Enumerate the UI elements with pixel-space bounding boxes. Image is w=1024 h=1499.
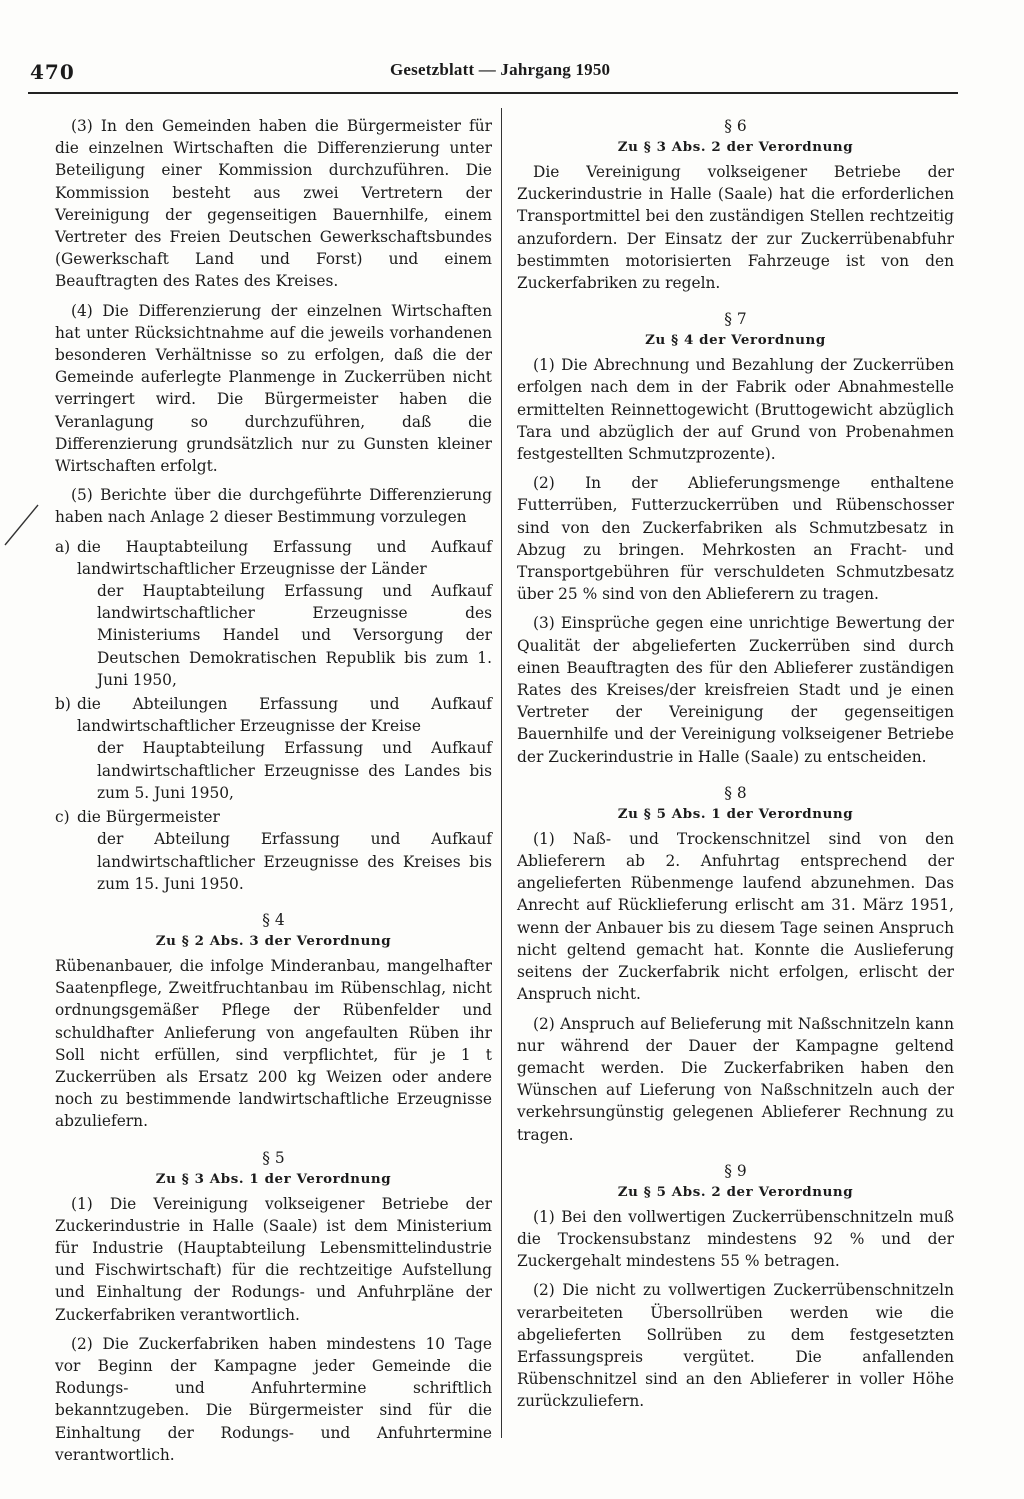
recipient-list	[55, 536, 492, 895]
list-item	[55, 806, 492, 895]
section-5-para-1: (1) Die Vereinigung volkseigener Betriebe der Zuckerindustrie in Halle (Saale) ist dem Ministerium für Industrie (Hauptabteilung Lebensmittelindustrie und Fischwirtschaft) für die rechtzeitige Aufstellung und Einhaltung der Rodungs- und Anfuhrpläne der Zuckerfabriken verantwortlich.	[55, 1194, 492, 1324]
section-6-number: § 6	[724, 117, 747, 135]
list-item-line1: die Abteilungen Erfassung und Aufkauf landwirtschaftlicher Erzeugnisse der Kreise	[77, 695, 492, 736]
list-marker: b)	[55, 695, 71, 714]
section-7-number: § 7	[724, 310, 747, 329]
section-7-para-2: (2) In der Ablieferungsmenge enthaltene Futterrüben, Futterzuckerrüben und Rübenschosser sind von den Zuckerfabriken als Schmutzbesatz in Abzug zu bringen. Mehrkosten an Fracht- und Transportgebühren für verschuldeten Schmutzbesatz über 25 % sind von den Ablieferern zu tragen.	[517, 474, 954, 604]
section-4-text: Rübenanbauer, die infolge Minderanbau, mangelhafter Saatenpflege, Zweitfruchtanbau im Rübenschlag, nicht ordnungsgemäßer Pflege der Rübenfelder und schuldhafter Anlieferung von angefaulten Rüben ihr Soll nicht erfüllen, sind verpflichtet, für je 1 t Zuckerrüben als Ersatz 200 kg Weizen oder andere noch zu bestimmende landwirtschaftliche Erzeugnisse abzuliefern.	[55, 956, 492, 1131]
section-9-subtitle: Zu § 5 Abs. 2 der Verordnung	[617, 1183, 854, 1200]
page-header-title: Gesetzblatt — Jahrgang 1950	[390, 60, 611, 79]
pencil-mark	[2, 503, 42, 547]
section-6-text: Die Vereinigung volkseigener Betriebe der Zuckerindustrie in Halle (Saale) hat die erforderlichen Transportmittel bei den zuständigen Stellen rechtzeitig anzufordern. Der Einsatz der zur Zuckerrübenabfuhr bestimmten motorisierten Fahrzeuge ist von den Zuckerfabriken zu regeln.	[517, 163, 954, 293]
section-8-para-2: (2) Anspruch auf Belieferung mit Naßschnitzeln kann nur während der Dauer der Kampagne geltend gemacht werden. Die Zuckerfabriken haben den Wünschen auf Lieferung von Naßschnitzeln auch der verkehrsungünstig gelegenen Ablieferer Rechnung zu tragen.	[517, 1014, 954, 1144]
column-divider	[501, 108, 502, 1438]
list-marker: c)	[55, 808, 70, 827]
section-4-subtitle: Zu § 2 Abs. 3 der Verordnung	[155, 932, 392, 949]
list-item	[55, 693, 492, 804]
section-4-number: § 4	[262, 910, 285, 929]
header-rule	[28, 92, 958, 94]
section-7-para-3: (3) Einsprüche gegen eine unrichtige Bewertung der Qualität der abgelieferten Zuckerrüben sind durch einen Beauftragten des für den Ablieferer zuständigen Rates des Kreises/der kreisfreien Stadt und je einen Vertreter der Vereinigung der gegenseitigen Bauernhilfe und der Vereinigung volkseigener Betriebe der Zuckerindustrie in Halle (Saale) zu entscheiden.	[517, 614, 954, 766]
paragraph-5: (5) Berichte über die durchgeführte Differenzierung haben nach Anlage 2 dieser Bestimmung vorzulegen	[55, 486, 492, 527]
section-5-para-2: (2) Die Zuckerfabriken haben mindestens 10 Tage vor Beginn der Kampagne jeder Gemeinde die Rodungs- und Anfuhrtermine schriftlich bekanntzugeben. Die Bürgermeister sind für die Einhaltung der Rodungs- und Anfuhrtermine verantwortlich.	[55, 1334, 492, 1464]
list-item-line2: der Hauptabteilung Erfassung und Aufkauf landwirtschaftlicher Erzeugnisse des Landes bis zum 5. Juni 1950,	[97, 739, 492, 802]
paragraph-3: (3) In den Gemeinden haben die Bürgermeister für die einzelnen Wirtschaften die Differenzierung unter Beteiligung einer Kommission durchzuführen. Die Kommission besteht aus zwei Vertretern der Vereinigung der gegenseitigen Bauernhilfe, einem Vertreter des Freien Deutschen Gewerkschaftsbundes (Gewerkschaft Land und Forst) und einem Beauftragten des Rates des Kreises.	[55, 117, 492, 291]
section-9-para-1: (1) Bei den vollwertigen Zuckerrübenschnitzeln muß die Trockensubstanz mindestens 92 % und der Zuckergehalt mindestens 55 % betragen.	[517, 1207, 954, 1271]
list-item-line1: die Bürgermeister	[77, 808, 220, 827]
section-9-number: § 9	[724, 1161, 747, 1180]
section-8-subtitle: Zu § 5 Abs. 1 der Verordnung	[617, 805, 854, 822]
section-6-subtitle: Zu § 3 Abs. 2 der Verordnung	[617, 139, 854, 155]
paragraph-4: (4) Die Differenzierung der einzelnen Wirtschaften hat unter Rücksichtnahme auf die jeweils vorhandenen besonderen Verhältnisse so zu erfolgen, daß die der Gemeinde auferlegte Planmenge in Zuckerrüben nicht verringert wird. Die Bürgermeister haben die Veranlagung so durchzuführen, daß die Differenzierung grundsätzlich nur zu Gunsten kleiner Wirtschaften erfolgt.	[55, 301, 492, 476]
section-8-number: § 8	[724, 783, 747, 802]
section-5-subtitle: Zu § 3 Abs. 1 der Verordnung	[155, 1170, 392, 1187]
section-5-number: § 5	[262, 1148, 285, 1167]
section-9-para-2: (2) Die nicht zu vollwertigen Zuckerrübenschnitzeln verarbeiteten Übersollrüben werden wie die abgelieferten Sollrüben zu dem festgesetzten Erfassungspreis vergütet. Die anfallenden Rübenschnitzel sind an den Ablieferer in voller Höhe zurückzuliefern.	[517, 1281, 954, 1411]
section-8-para-1: (1) Naß- und Trockenschnitzel sind von den Ablieferern ab 2. Anfuhrtag entsprechend der angelieferten Rübenmenge laufend abzunehmen. Das Anrecht auf Rücklieferung erlischt am 31. März 1951, wenn der Anbauer bis zu diesem Tage seinen Anspruch nicht geltend gemacht hat. Konnte die Auslieferung seitens der Zuckerfabrik nicht erfolgen, erlischt der Anspruch nicht.	[517, 829, 954, 1004]
list-marker: a)	[55, 537, 71, 556]
right-column	[517, 115, 954, 1420]
page-number: 470	[30, 60, 75, 84]
list-item	[55, 536, 492, 691]
left-column	[55, 115, 492, 1473]
list-item-line1: die Hauptabteilung Erfassung und Aufkauf landwirtschaftlicher Erzeugnisse der Länder	[77, 537, 492, 578]
list-item-line2: der Abteilung Erfassung und Aufkauf landwirtschaftlicher Erzeugnisse des Kreises bis zum 15. Juni 1950.	[97, 830, 492, 893]
section-7-para-1: (1) Die Abrechnung und Bezahlung der Zuckerrüben erfolgen nach dem in der Fabrik oder Abnahmestelle ermittelten Reinnettogewicht (Bruttogewicht abzüglich Tara und abzüglich der auf Grund von Probenahmen festgestellten Schmutzprozente).	[517, 356, 954, 464]
list-item-line2: der Hauptabteilung Erfassung und Aufkauf landwirtschaftlicher Erzeugnisse des Ministeriums Handel und Versorgung der Deutschen Demokratischen Republik bis zum 1. Juni 1950,	[97, 582, 492, 689]
section-7-subtitle: Zu § 4 der Verordnung	[645, 332, 826, 349]
